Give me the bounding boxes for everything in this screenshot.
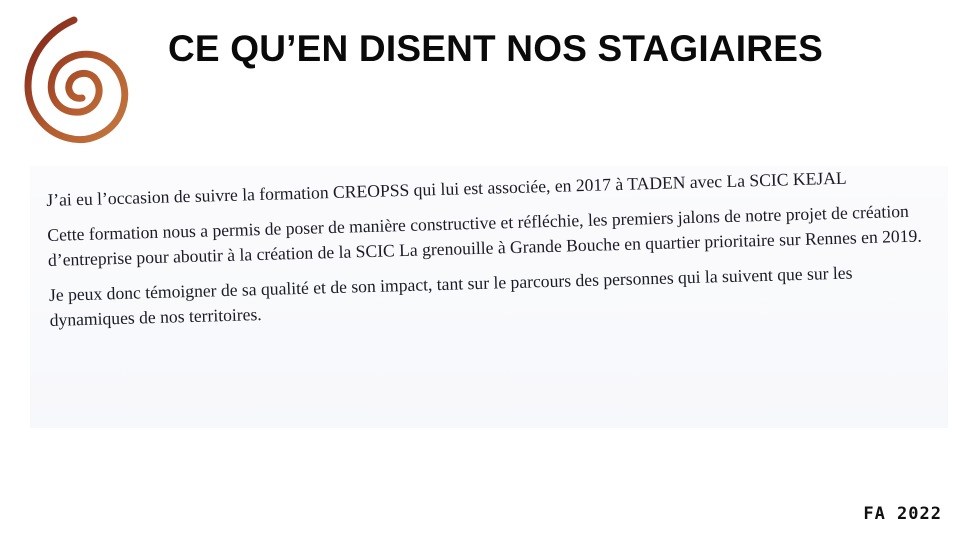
testimonial-text bbox=[46, 163, 950, 343]
testimonial-document-photo bbox=[30, 166, 948, 428]
testimonial-paragraph: Je peux donc témoigner de sa qualité et de son impact, tant sur le parcours des personnes qui la suivent que sur les dynamiques de nos territoires. bbox=[48, 262, 853, 330]
testimonial-paragraph: J’ai eu l’occasion de suivre la formation CREOPSS qui lui est associée, en 2017 à TADEN avec La SCIC KEJAL bbox=[46, 167, 847, 210]
testimonial-paragraph: Cette formation nous a permis de poser de manière constructive et réfléchie, les premiers jalons de notre projet de création d’entreprise pour aboutir à la création de la SCIC La grenouille à Grande Bouche en quartier prioritaire sur Rennes en 2019. bbox=[47, 200, 922, 270]
slide-title: CE QU’EN DISENT NOS STAGIAIRES bbox=[168, 28, 823, 69]
footer-label: FA 2022 bbox=[863, 504, 942, 524]
spiral-logo-icon bbox=[14, 14, 146, 154]
